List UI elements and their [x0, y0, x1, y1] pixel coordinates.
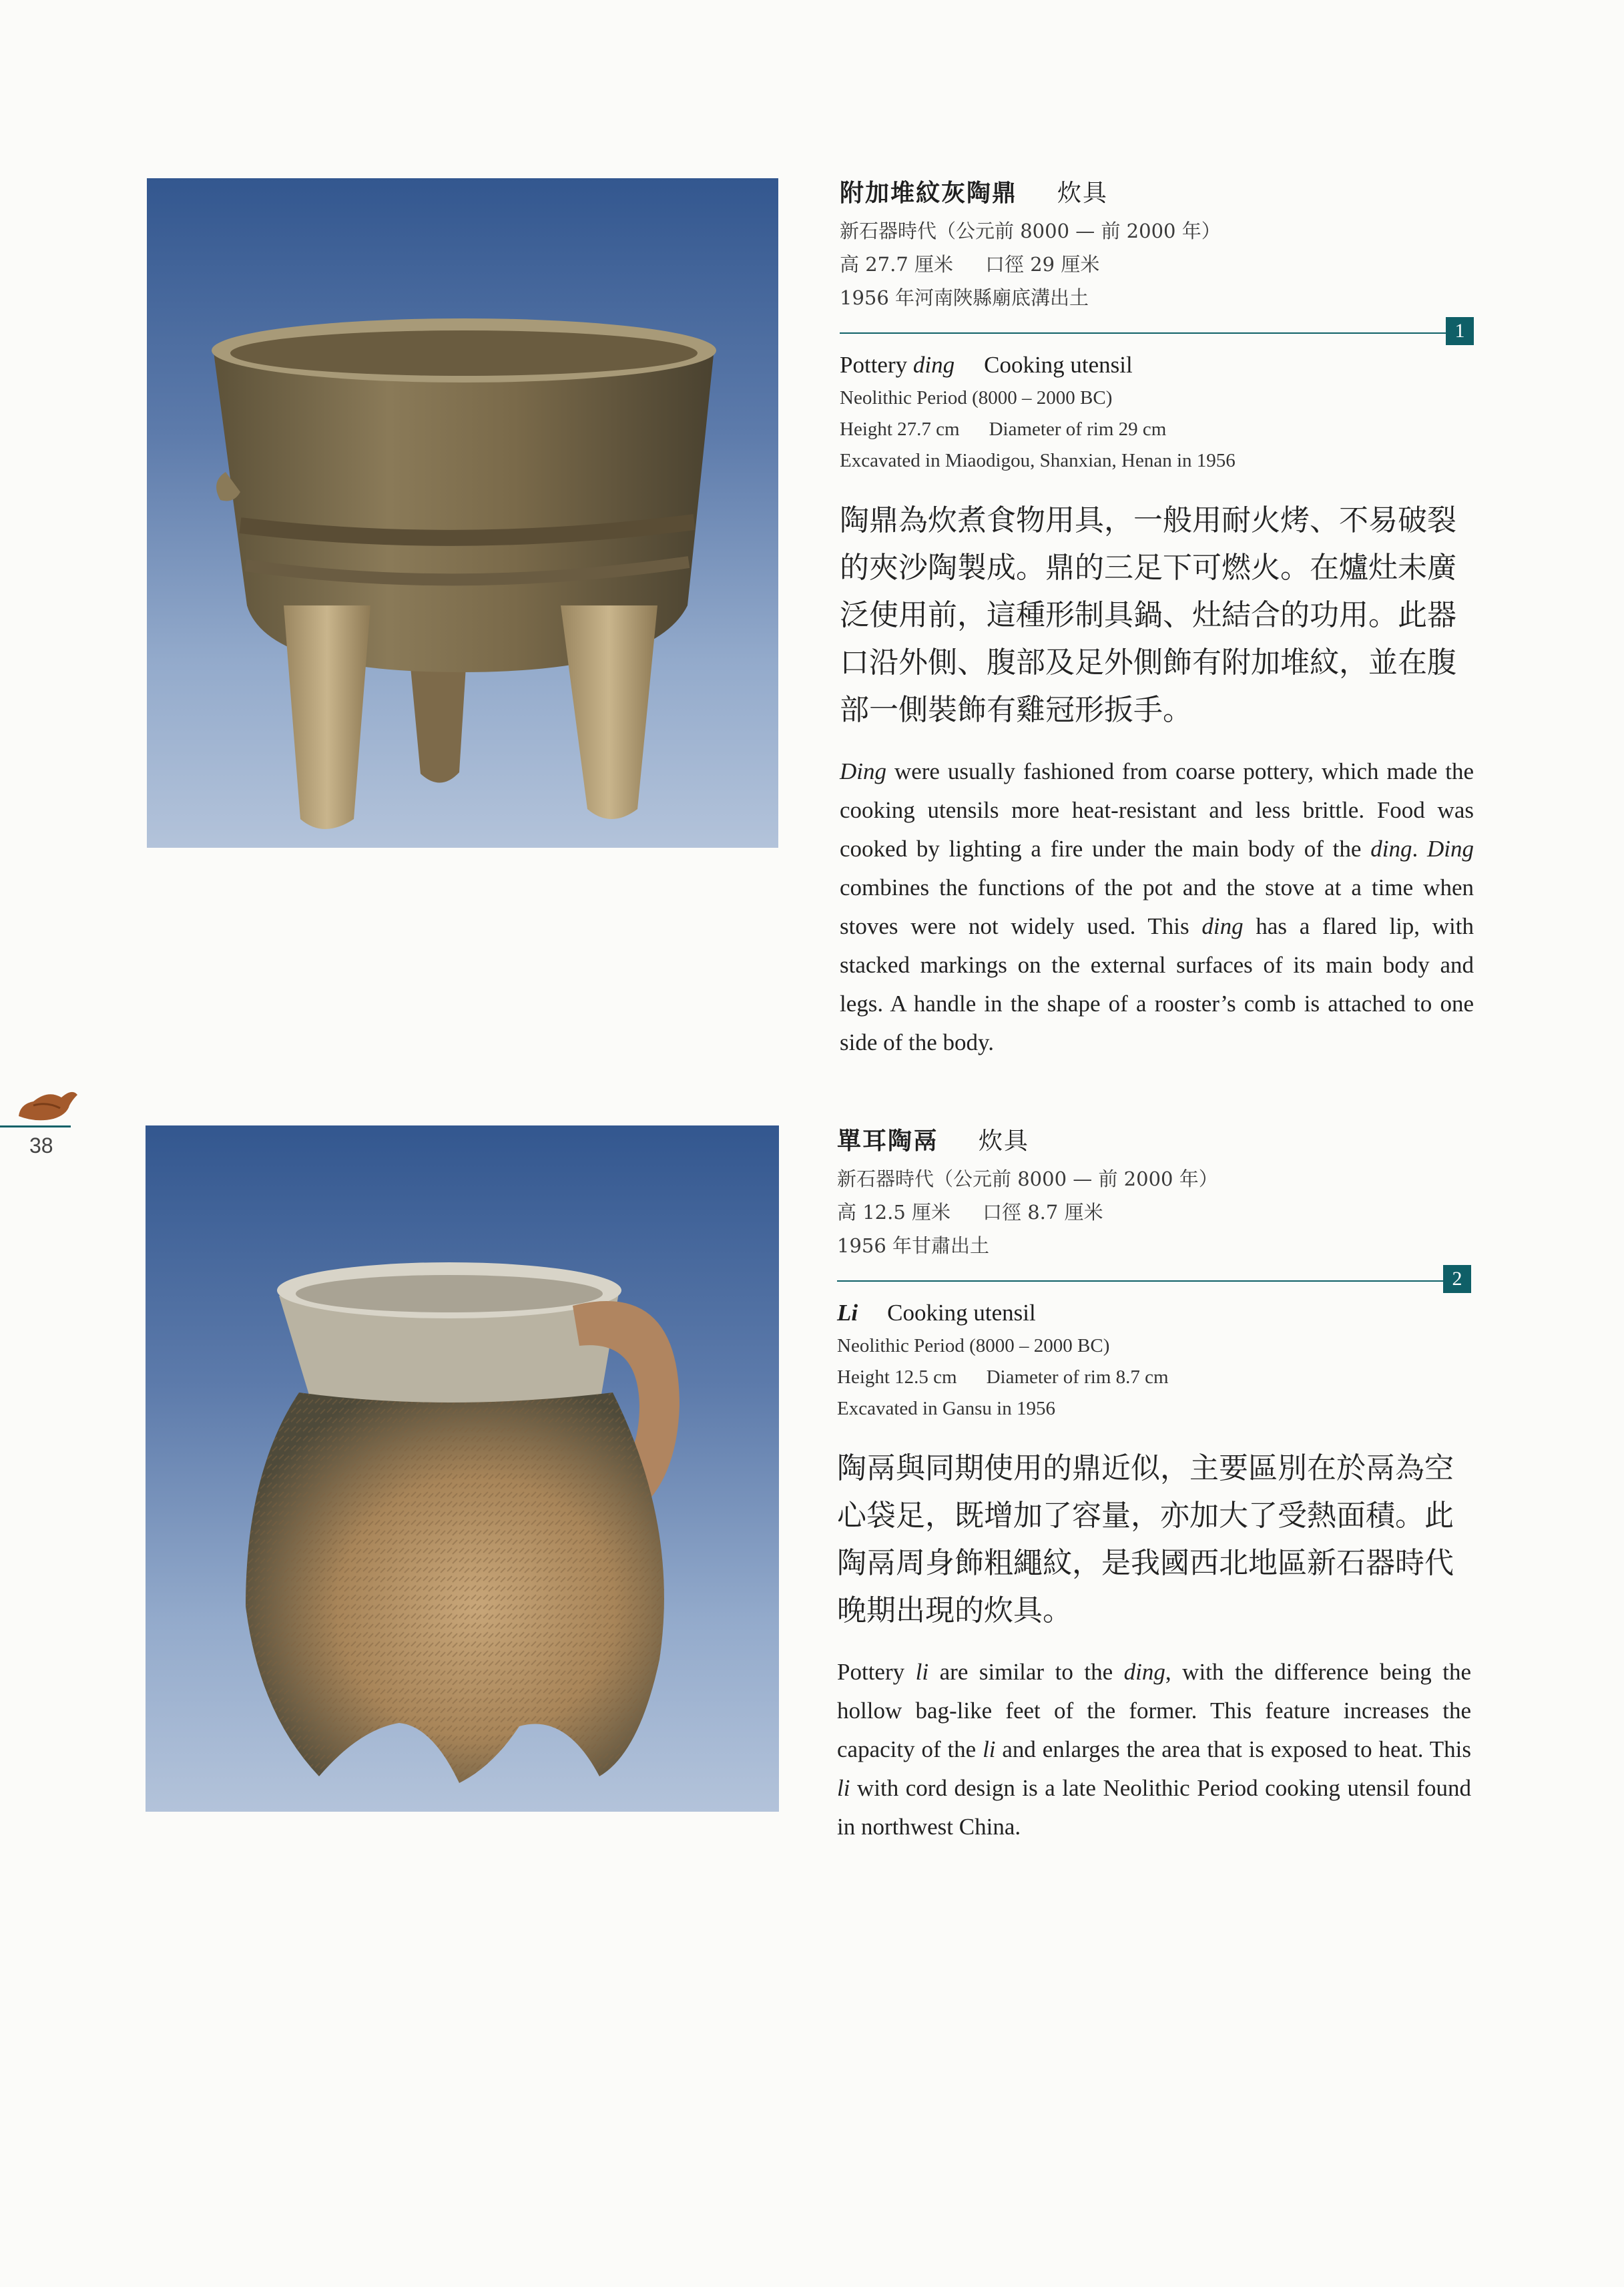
- italic-term: li: [983, 1736, 996, 1762]
- italic-term: ding: [1123, 1659, 1165, 1685]
- en-rim: Diameter of rim 8.7 cm: [986, 1366, 1169, 1388]
- en-description: [840, 752, 1474, 1062]
- zh-height: 高 27.7 厘米: [840, 253, 954, 276]
- text-run: .: [1412, 836, 1428, 862]
- page-number: 38: [29, 1133, 53, 1158]
- en-dimensions: [837, 1362, 1471, 1393]
- entry-number-badge: 2: [1443, 1265, 1471, 1293]
- en-title-prefix: Pottery: [840, 352, 913, 378]
- en-dimensions: [840, 414, 1474, 445]
- en-height: Height 12.5 cm: [837, 1366, 957, 1388]
- en-period: Neolithic Period (8000 – 2000 BC): [840, 387, 1113, 409]
- text-run: Pottery: [837, 1659, 916, 1685]
- text-run: and enlarges the area that is exposed to heat. This: [995, 1736, 1471, 1762]
- pottery-vessel-icon: [13, 1075, 80, 1128]
- italic-term: Ding: [840, 758, 886, 784]
- en-rim: Diameter of rim 29 cm: [989, 419, 1167, 440]
- catalogue-entry-1: [840, 172, 1474, 1062]
- zh-excavation: 1956 年河南陜縣廟底溝出土: [840, 286, 1089, 309]
- text-run: are similar to the: [928, 1659, 1124, 1685]
- text-run: has a flared lip, with stacked markings on the external surfaces of its main body and legs. A handle in the shape of a rooster’s comb is attached to one side of the body.: [840, 913, 1474, 1055]
- zh-period: 新石器時代（公元前 8000 — 前 2000 年）: [837, 1168, 1218, 1190]
- italic-term: Ding: [1427, 836, 1474, 862]
- zh-description: 陶鼎為炊煮食物用具，一般用耐火烤、不易破裂的夾沙陶製成。鼎的三足下可燃火。在爐灶未廣泛使用前，這種形制具鍋、灶結合的功用。此器口沿外側、腹部及足外側飾有附加堆紋，並在腹部一側裝飾有雞冠形扳手。: [840, 503, 1456, 727]
- catalogue-entry-2: [837, 1120, 1471, 1846]
- zh-height: 高 12.5 厘米: [837, 1201, 951, 1224]
- en-period: Neolithic Period (8000 – 2000 BC): [837, 1335, 1110, 1356]
- text-run: were usually fashioned from coarse pottery, which made the cooking utensils more heat-resistant and less brittle. Food was cooked by lighting a fire under the main body of the: [840, 758, 1474, 862]
- zh-object-name: 單耳陶鬲: [837, 1127, 939, 1155]
- italic-term: ding: [1201, 913, 1244, 939]
- text-run: , with the difference being the hollow bag-like feet of the former. This feature increases the capacity of the: [837, 1659, 1472, 1762]
- en-excavation: Excavated in Miaodigou, Shanxian, Henan in 1956: [840, 450, 1236, 471]
- zh-dimensions: [840, 248, 1474, 281]
- pottery-li-photo: [146, 1125, 779, 1812]
- entry-divider: [837, 1265, 1471, 1296]
- en-excavation: Excavated in Gansu in 1956: [837, 1398, 1055, 1419]
- en-title: [837, 1296, 1471, 1330]
- zh-dimensions: [837, 1196, 1471, 1229]
- zh-rim: 口徑 29 厘米: [985, 253, 1100, 276]
- en-title: [840, 348, 1474, 383]
- en-object-name: Li: [837, 1300, 858, 1326]
- entry-divider: [840, 317, 1474, 348]
- zh-description: 陶鬲與同期使用的鼎近似，主要區別在於鬲為空心袋足，既增加了容量，亦加大了受熱面積。此陶鬲周身飾粗繩紋，是我國西北地區新石器時代晚期出現的炊具。: [837, 1451, 1454, 1627]
- zh-rim: 口徑 8.7 厘米: [983, 1201, 1103, 1224]
- page-number-rule: [0, 1125, 71, 1127]
- text-run: with cord design is a late Neolithic Period cooking utensil found in northwest China.: [837, 1775, 1471, 1840]
- text-run: combines the functions of the pot and the stove at a time when stoves were not widely used. This: [840, 874, 1474, 939]
- entry-number-badge: 1: [1446, 317, 1474, 345]
- en-object-name: ding: [912, 352, 955, 378]
- en-category: Cooking utensil: [984, 352, 1133, 378]
- en-description: [837, 1653, 1471, 1846]
- zh-title: [840, 172, 1474, 214]
- zh-title: [837, 1120, 1471, 1162]
- zh-period: 新石器時代（公元前 8000 — 前 2000 年）: [840, 220, 1221, 242]
- en-height: Height 27.7 cm: [840, 419, 960, 440]
- italic-term: li: [837, 1775, 850, 1801]
- italic-term: ding: [1370, 836, 1412, 862]
- zh-excavation: 1956 年甘肅出土: [837, 1234, 990, 1257]
- pottery-ding-photo: [147, 178, 778, 848]
- en-category: Cooking utensil: [887, 1300, 1036, 1326]
- italic-term: li: [915, 1659, 929, 1685]
- zh-category: 炊具: [1057, 180, 1109, 207]
- zh-object-name: 附加堆紋灰陶鼎: [840, 179, 1018, 207]
- zh-category: 炊具: [979, 1127, 1030, 1155]
